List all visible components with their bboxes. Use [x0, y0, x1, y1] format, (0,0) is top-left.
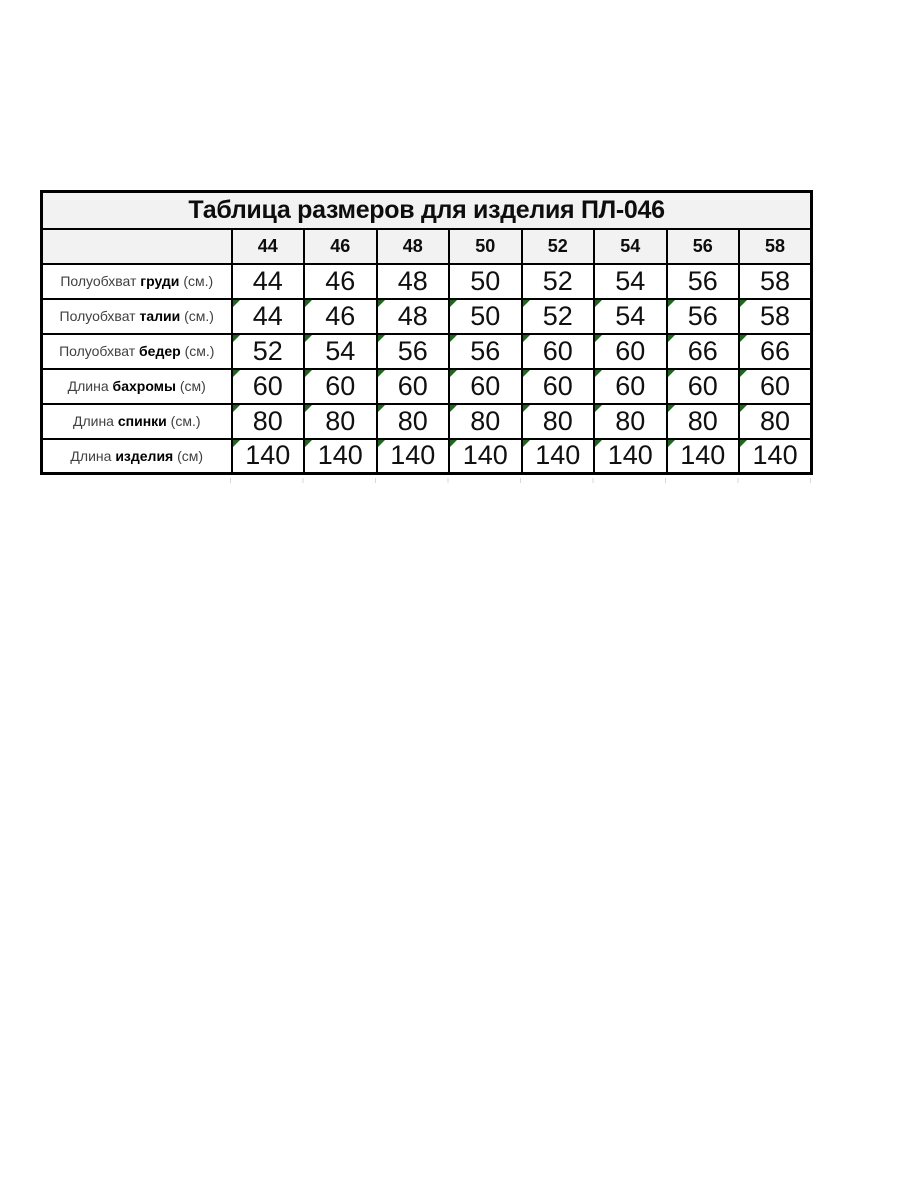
size-value: 44	[252, 300, 283, 331]
size-value: 56	[397, 335, 428, 366]
size-value: 46	[325, 265, 356, 296]
table-row	[42, 264, 812, 299]
comment-flag-icon	[523, 405, 530, 412]
comment-flag-icon	[668, 440, 675, 447]
row-label-unit: (см.)	[170, 413, 201, 429]
size-value: 60	[542, 335, 573, 366]
size-value: 56	[687, 300, 718, 331]
size-value-cell	[377, 369, 450, 404]
size-value-cell	[522, 334, 595, 369]
row-label-prefix: Длина	[67, 378, 109, 394]
size-value: 80	[397, 405, 428, 436]
size-value: 80	[325, 405, 356, 436]
comment-flag-icon	[595, 335, 602, 342]
comment-flag-icon	[595, 300, 602, 307]
comment-flag-icon	[305, 370, 312, 377]
size-value: 66	[760, 335, 791, 366]
comment-flag-icon	[740, 370, 747, 377]
size-value-cell	[377, 439, 450, 474]
comment-flag-icon	[450, 300, 457, 307]
comment-flag-icon	[595, 405, 602, 412]
size-value-cell	[594, 334, 667, 369]
size-column-header: 48	[377, 229, 450, 264]
size-value: 60	[325, 370, 356, 401]
comment-flag-icon	[668, 370, 675, 377]
row-label-unit: (см.)	[184, 308, 214, 324]
size-value-cell	[377, 299, 450, 334]
row-label	[42, 439, 232, 474]
size-value-cell	[377, 264, 450, 299]
size-value-cell	[232, 299, 305, 334]
size-value-cell	[304, 264, 377, 299]
row-label	[42, 334, 232, 369]
size-value: 44	[252, 265, 283, 296]
comment-flag-icon	[740, 335, 747, 342]
comment-flag-icon	[378, 300, 385, 307]
size-value: 60	[542, 370, 573, 401]
size-value: 140	[462, 440, 508, 471]
size-value-cell	[522, 264, 595, 299]
comment-flag-icon	[740, 300, 747, 307]
size-value-cell	[594, 404, 667, 439]
size-value-cell	[232, 439, 305, 474]
size-value: 50	[470, 300, 501, 331]
comment-flag-icon	[450, 440, 457, 447]
size-value-cell	[522, 404, 595, 439]
size-value: 60	[615, 370, 646, 401]
row-label	[42, 264, 232, 299]
size-column-header: 52	[522, 229, 595, 264]
size-value-cell	[667, 264, 740, 299]
comment-flag-icon	[595, 440, 602, 447]
size-value-cell	[304, 369, 377, 404]
size-table	[40, 190, 813, 475]
comment-flag-icon	[305, 405, 312, 412]
size-value: 58	[760, 265, 791, 296]
comment-flag-icon	[668, 405, 675, 412]
size-value-cell	[522, 439, 595, 474]
table-title: Таблица размеров для изделия ПЛ-046	[42, 192, 812, 229]
comment-flag-icon	[378, 440, 385, 447]
row-label	[42, 404, 232, 439]
size-value: 60	[397, 370, 428, 401]
row-label-measure: изделия	[115, 447, 174, 464]
comment-flag-icon	[305, 440, 312, 447]
size-value-cell	[739, 404, 812, 439]
row-label-prefix: Полуобхват	[59, 343, 136, 359]
comment-flag-icon	[668, 335, 675, 342]
row-label-prefix: Длина	[72, 413, 114, 429]
size-value: 46	[325, 300, 356, 331]
size-column-header: 56	[667, 229, 740, 264]
row-label-measure: бедер	[139, 343, 181, 359]
comment-flag-icon	[378, 335, 385, 342]
table-title-row	[42, 192, 812, 229]
comment-flag-icon	[523, 300, 530, 307]
row-label-unit: (см.)	[184, 343, 215, 359]
size-value-cell	[377, 404, 450, 439]
size-column-header: 50	[449, 229, 522, 264]
comment-flag-icon	[233, 440, 240, 447]
size-value-cell	[594, 299, 667, 334]
size-value: 56	[470, 335, 501, 366]
size-value: 140	[317, 440, 363, 471]
header-corner-cell	[42, 229, 232, 264]
size-value-cell	[739, 264, 812, 299]
comment-flag-icon	[523, 370, 530, 377]
table-row	[42, 334, 812, 369]
size-value: 52	[252, 335, 283, 366]
size-value: 54	[615, 265, 646, 296]
row-label-prefix: Длина	[70, 447, 112, 464]
size-value-cell	[304, 404, 377, 439]
comment-flag-icon	[450, 370, 457, 377]
comment-flag-icon	[233, 370, 240, 377]
size-value: 140	[390, 440, 436, 471]
size-value: 52	[542, 265, 573, 296]
size-header-row	[42, 229, 812, 264]
size-value-cell	[449, 299, 522, 334]
size-column-header: 44	[232, 229, 305, 264]
comment-flag-icon	[450, 405, 457, 412]
size-value-cell	[232, 334, 305, 369]
size-value-cell	[594, 369, 667, 404]
size-value-cell	[449, 404, 522, 439]
size-value: 140	[535, 440, 581, 471]
size-value-cell	[667, 299, 740, 334]
size-value: 80	[760, 405, 791, 436]
size-value-cell	[449, 369, 522, 404]
size-value: 50	[470, 265, 501, 296]
size-value: 60	[615, 335, 646, 366]
comment-flag-icon	[378, 370, 385, 377]
comment-flag-icon	[523, 440, 530, 447]
size-value-cell	[522, 299, 595, 334]
size-value-cell	[449, 439, 522, 474]
size-value: 58	[760, 300, 791, 331]
row-label-prefix: Полуобхват	[60, 273, 137, 289]
table-row	[42, 299, 812, 334]
row-label-measure: спинки	[117, 413, 167, 429]
row-label-measure: груди	[140, 273, 180, 289]
size-value-cell	[304, 439, 377, 474]
row-label	[42, 299, 232, 334]
size-value: 60	[760, 370, 791, 401]
size-value-cell	[594, 439, 667, 474]
size-value: 48	[397, 265, 428, 296]
size-value-cell	[449, 264, 522, 299]
gridline-stubs	[230, 478, 811, 483]
comment-flag-icon	[305, 335, 312, 342]
size-column-header: 54	[594, 229, 667, 264]
size-value-cell	[304, 299, 377, 334]
table-row	[42, 369, 812, 404]
size-value-cell	[667, 439, 740, 474]
comment-flag-icon	[378, 405, 385, 412]
size-value-cell	[377, 334, 450, 369]
size-value: 54	[325, 335, 356, 366]
size-column-header: 58	[739, 229, 812, 264]
size-value-cell	[304, 334, 377, 369]
size-value: 80	[252, 405, 283, 436]
row-label-measure: талии	[139, 308, 181, 324]
size-value-cell	[449, 334, 522, 369]
comment-flag-icon	[233, 300, 240, 307]
size-value-cell	[232, 404, 305, 439]
row-label	[42, 369, 232, 404]
size-value-cell	[667, 404, 740, 439]
comment-flag-icon	[740, 405, 747, 412]
size-value: 48	[397, 300, 428, 331]
size-value: 60	[252, 370, 283, 401]
table-row	[42, 404, 812, 439]
comment-flag-icon	[740, 440, 747, 447]
size-value: 140	[752, 440, 798, 471]
comment-flag-icon	[305, 300, 312, 307]
size-value-cell	[739, 369, 812, 404]
size-value-cell	[667, 369, 740, 404]
size-value: 140	[680, 440, 726, 471]
size-value-cell	[522, 369, 595, 404]
size-value: 56	[687, 265, 718, 296]
size-value: 66	[687, 335, 718, 366]
comment-flag-icon	[668, 300, 675, 307]
size-value: 54	[615, 300, 646, 331]
size-value: 140	[607, 440, 653, 471]
size-value-cell	[232, 369, 305, 404]
size-value: 52	[542, 300, 573, 331]
comment-flag-icon	[450, 335, 457, 342]
row-label-prefix: Полуобхват	[59, 308, 136, 324]
size-column-header: 46	[304, 229, 377, 264]
size-value: 140	[245, 440, 291, 471]
size-value-cell	[594, 264, 667, 299]
row-label-measure: бахромы	[112, 378, 176, 394]
size-value-cell	[739, 439, 812, 474]
size-value: 80	[470, 405, 501, 436]
size-value-cell	[739, 334, 812, 369]
table-row	[42, 439, 812, 474]
size-value-cell	[739, 299, 812, 334]
row-label-unit: (см)	[179, 378, 206, 394]
size-value: 80	[615, 405, 646, 436]
row-label-unit: (см.)	[183, 273, 214, 289]
size-value-cell	[667, 334, 740, 369]
row-label-unit: (см)	[177, 447, 204, 464]
comment-flag-icon	[523, 335, 530, 342]
comment-flag-icon	[595, 370, 602, 377]
comment-flag-icon	[233, 405, 240, 412]
size-value: 80	[687, 405, 718, 436]
comment-flag-icon	[233, 335, 240, 342]
size-value-cell	[232, 264, 305, 299]
size-value: 60	[687, 370, 718, 401]
size-value: 60	[470, 370, 501, 401]
size-value: 80	[542, 405, 573, 436]
